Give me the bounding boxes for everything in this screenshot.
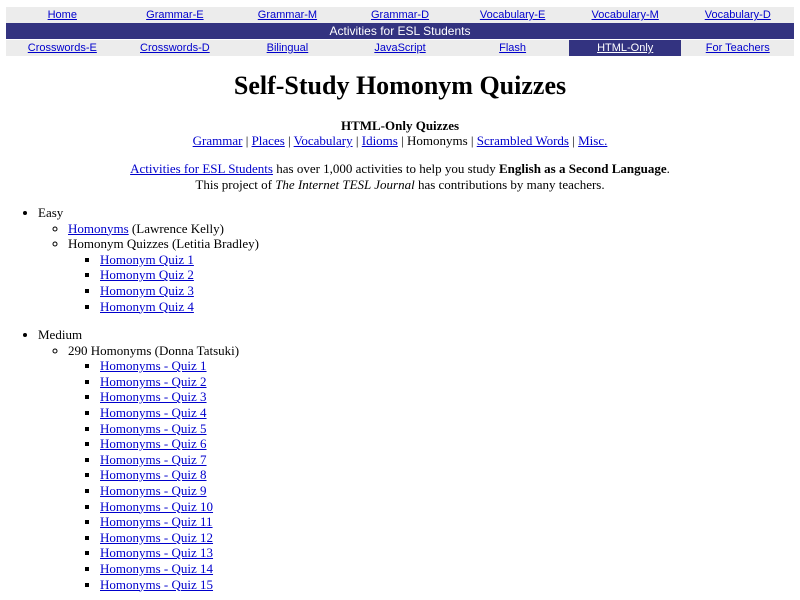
quiz-link-homonyms-quiz-3[interactable]: Homonyms - Quiz 3 — [100, 389, 207, 405]
quiz-link-homonyms-quiz-8[interactable]: Homonyms - Quiz 8 — [100, 467, 207, 483]
homonyms-link[interactable]: Homonyms — [68, 220, 129, 236]
quiz-link-homonym-quiz-1[interactable]: Homonym Quiz 1 — [100, 251, 194, 267]
category-grammar[interactable]: Grammar — [192, 133, 243, 148]
top-nav-bar — [6, 7, 794, 23]
secondary-nav-cell-bilingual — [231, 40, 344, 56]
list-item — [100, 436, 239, 452]
quiz-link-homonyms-quiz-2[interactable]: Homonyms - Quiz 2 — [100, 373, 207, 389]
medium-section — [22, 327, 239, 592]
quiz-category-links — [0, 133, 800, 149]
secondary-nav-cell-crosswords-d — [119, 40, 232, 56]
intro-text-part1: has over 1,000 activities to help you study — [272, 161, 500, 176]
list-item — [100, 283, 259, 299]
nav-link-javascript[interactable]: JavaScript — [374, 42, 426, 54]
medium-quiz-list — [68, 358, 239, 592]
category-vocabulary[interactable]: Vocabulary — [293, 133, 353, 148]
quiz-link-homonyms-quiz-15[interactable]: Homonyms - Quiz 15 — [100, 576, 214, 592]
nav-link-for-teachers[interactable]: For Teachers — [705, 42, 770, 54]
medium-heading — [38, 327, 239, 592]
quiz-link-homonyms-quiz-4[interactable]: Homonyms - Quiz 4 — [100, 404, 207, 420]
list-item — [100, 483, 239, 499]
list-item — [100, 452, 239, 468]
level-label-medium: Medium — [38, 327, 83, 342]
section-subtitle: HTML-Only Quizzes — [340, 118, 460, 133]
author-label: (Lawrence Kelly) — [128, 220, 224, 236]
quiz-link-homonym-quiz-3[interactable]: Homonym Quiz 3 — [100, 282, 194, 298]
list-item — [100, 467, 239, 483]
secondary-nav-cell-flash — [456, 40, 569, 56]
top-nav-cell-vocabulary-e — [456, 7, 569, 23]
intro-line2-b: has contributions by many teachers. — [414, 177, 605, 192]
category-misc[interactable]: Misc. — [578, 133, 608, 148]
list-item — [100, 405, 239, 421]
nav-link-html-only[interactable]: HTML-Only — [597, 42, 654, 54]
quiz-link-homonyms-quiz-14[interactable]: Homonyms - Quiz 14 — [100, 560, 214, 576]
secondary-nav-cell-html-only — [569, 40, 682, 56]
nav-link-grammar-m[interactable]: Grammar-M — [257, 9, 318, 21]
separator: | — [467, 133, 477, 148]
nav-link-vocabulary-m[interactable]: Vocabulary-M — [591, 9, 659, 21]
intro-line2-a: This project of — [195, 177, 276, 192]
nav-link-grammar-e[interactable]: Grammar-E — [146, 9, 204, 21]
quiz-link-homonyms-quiz-10[interactable]: Homonyms - Quiz 10 — [100, 498, 214, 514]
list-item — [100, 374, 239, 390]
list-item — [100, 299, 259, 315]
category-scrambled-words[interactable]: Scrambled Words — [476, 133, 569, 148]
category-homonyms: Homonyms — [406, 133, 468, 148]
top-nav-cell-grammar-m — [231, 7, 344, 23]
intro-bold-text: English as a Second Language — [499, 161, 667, 176]
nav-link-crosswords-d[interactable]: Crosswords-D — [140, 42, 210, 54]
quiz-group-label: Homonym Quizzes (Letitia Bradley) — [68, 236, 259, 252]
separator: | — [284, 133, 294, 148]
list-item — [100, 389, 239, 405]
activities-link[interactable]: Activities for ESL Students — [130, 161, 273, 176]
quiz-group-label: 290 Homonyms (Donna Tatsuki) — [68, 342, 240, 358]
list-item — [68, 236, 259, 314]
quiz-link-homonyms-quiz-13[interactable]: Homonyms - Quiz 13 — [100, 545, 214, 561]
list-item — [100, 499, 239, 515]
secondary-nav-cell-for-teachers — [681, 40, 794, 56]
list-item — [68, 343, 239, 593]
quiz-link-homonyms-quiz-6[interactable]: Homonyms - Quiz 6 — [100, 436, 207, 452]
intro-text-part2: . — [666, 161, 670, 176]
quiz-link-homonyms-quiz-5[interactable]: Homonyms - Quiz 5 — [100, 420, 207, 436]
page-title: Self-Study Homonym Quizzes — [233, 71, 567, 100]
easy-section — [22, 205, 259, 314]
list-item — [100, 514, 239, 530]
list-item — [100, 561, 239, 577]
top-nav-cell-vocabulary-d — [681, 7, 794, 23]
list-item — [100, 267, 259, 283]
separator: | — [242, 133, 252, 148]
nav-link-grammar-d[interactable]: Grammar-D — [370, 9, 430, 21]
top-nav-cell-home — [6, 7, 119, 23]
list-item — [100, 252, 259, 268]
secondary-nav-cell-javascript — [344, 40, 457, 56]
nav-link-vocabulary-e[interactable]: Vocabulary-E — [479, 9, 546, 21]
quiz-link-homonyms-quiz-7[interactable]: Homonyms - Quiz 7 — [100, 451, 207, 467]
secondary-nav-bar — [6, 40, 794, 56]
list-item — [100, 545, 239, 561]
top-nav-cell-vocabulary-m — [569, 7, 682, 23]
nav-link-home[interactable]: Home — [47, 9, 77, 21]
journal-name: The Internet TESL Journal — [275, 177, 415, 192]
list-item — [68, 221, 259, 237]
separator: | — [568, 133, 579, 148]
category-places[interactable]: Places — [251, 133, 285, 148]
site-banner: Activities for ESL Students — [6, 23, 794, 39]
intro-text — [0, 161, 800, 193]
secondary-nav-cell-crosswords-e — [6, 40, 119, 56]
easy-heading — [38, 205, 259, 314]
nav-link-bilingual[interactable]: Bilingual — [266, 42, 309, 54]
separator: | — [352, 133, 362, 148]
top-nav-cell-grammar-d — [344, 7, 457, 23]
list-item — [100, 358, 239, 374]
level-label-easy: Easy — [38, 205, 64, 220]
list-item — [100, 530, 239, 546]
separator: | — [397, 133, 407, 148]
category-idioms[interactable]: Idioms — [361, 133, 398, 148]
list-item — [100, 577, 239, 593]
quiz-link-homonyms-quiz-11[interactable]: Homonyms - Quiz 11 — [100, 514, 213, 530]
easy-quiz-list — [68, 252, 259, 314]
nav-link-crosswords-e[interactable]: Crosswords-E — [27, 42, 97, 54]
quiz-link-homonym-quiz-2[interactable]: Homonym Quiz 2 — [100, 267, 194, 283]
quiz-link-homonyms-quiz-9[interactable]: Homonyms - Quiz 9 — [100, 482, 207, 498]
nav-link-flash[interactable]: Flash — [499, 42, 527, 54]
quiz-link-homonym-quiz-4[interactable]: Homonym Quiz 4 — [100, 298, 194, 314]
quiz-link-homonyms-quiz-1[interactable]: Homonyms - Quiz 1 — [100, 358, 207, 374]
nav-link-vocabulary-d[interactable]: Vocabulary-D — [704, 9, 771, 21]
list-item — [100, 421, 239, 437]
top-nav-cell-grammar-e — [119, 7, 232, 23]
quiz-link-homonyms-quiz-12[interactable]: Homonyms - Quiz 12 — [100, 529, 214, 545]
